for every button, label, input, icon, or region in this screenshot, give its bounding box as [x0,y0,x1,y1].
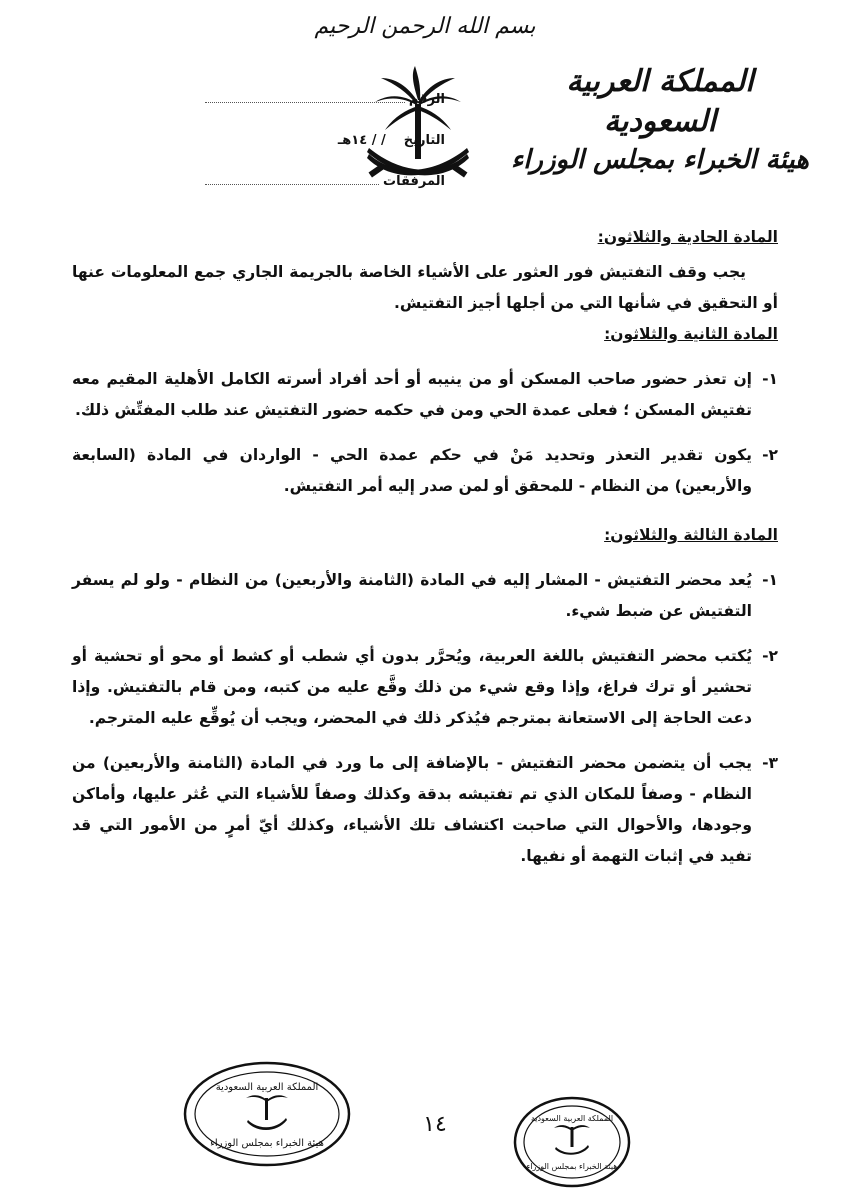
ref-number-line [205,101,405,103]
item-number: ٣- [762,754,778,772]
page-number: ١٤ [423,1112,447,1137]
attachments-line [205,183,379,185]
article-31-heading: المادة الحادية والثلاثون: [597,228,778,246]
letterhead-title [510,62,810,178]
article-33-item [72,748,778,872]
attachments-label: المرفقات [383,174,445,189]
seal-right-bottom-text: هيئة الخبراء بمجلس الوزراء [526,1162,618,1171]
item-number: ١- [762,370,778,388]
ref-number-field [205,66,445,107]
article-33-item [72,641,778,734]
item-text: يكون تقدير التعذر وتحديد مَنْ في حكم عمدة الحي - الواردان في المادة (السابعة والأربعين) من النظام - للمحقق أو لمن صدر إليه أمر التفتيش. [72,446,752,495]
kingdom-name: المملكة العربية السعودية [566,64,754,139]
article-32-item [72,440,778,502]
item-number: ٢- [762,647,778,665]
article-33-item [72,565,778,627]
date-label: التاريخ [403,133,445,148]
seal-right-top-text: المملكة العربية السعودية [530,1114,614,1123]
date-value: / / ١٤هـ [337,133,386,148]
article-32-heading: المادة الثانية والثلاثون: [604,325,778,343]
document-body [72,222,778,872]
authority-name: هيئة الخبراء بمجلس الوزراء [510,145,809,175]
item-number: ١- [762,571,778,589]
seal-left-top-text: المملكة العربية السعودية [215,1082,319,1093]
item-text: يجب أن يتضمن محضر التفتيش - بالإضافة إلى ما ورد في المادة (الثامنة والأربعين) من النظام - وصفاً للمكان الذي تم تفتيشه بدقة وكذلك وصفاً للأشياء التي عُثر عليها، وأماكن وجودها، والأحوال التي صاحبت اكتشاف تلك الأشياء، وكذلك أيّ أمرٍ من الأمور التي قد تفيد في إثبات التهمة أو نفيها. [72,754,752,865]
ref-number-label: الرقم [408,92,445,107]
attachments-field [205,148,445,189]
date-field [205,107,445,148]
item-text: يُكتب محضر التفتيش باللغة العربية، ويُحرَّر بدون أي شطب أو كشط أو محو أو تحشية أو تحشير أو ترك فراغ، وإذا وقع شيء من ذلك وقَّع عليه من كتبه، ومن قام بالتفتيش. وإذا دعت الحاجة إلى الاستعانة بمترجم فيُذكر ذلك في المحضر، ويجب أن يُوقِّع عليه المترجم. [72,647,752,727]
article-33-heading: المادة الثالثة والثلاثون: [604,526,778,544]
article-31-text: يجب وقف التفتيش فور العثور على الأشياء الخاصة بالجريمة الجاري جمع المعلومات عنها أو التحقيق في شأنها التي من أجلها أجيز التفتيش. [72,263,778,312]
item-number: ٢- [762,446,778,464]
item-text: يُعد محضر التفتيش - المشار إليه في المادة (الثامنة والأربعين) من النظام - ولو لم يسفر التفتيش عن ضبط شيء. [72,571,752,620]
seal-left-bottom-text: هيئة الخبراء بمجلس الوزراء [210,1138,324,1149]
basmala: بسم الله الرحمن الرحيم [314,14,536,39]
official-seal-left-icon [182,1060,352,1168]
official-seal-right-icon [512,1095,632,1189]
article-32-item [72,364,778,426]
item-text: إن تعذر حضور صاحب المسكن أو من ينيبه أو أحد أفراد أسرته الكامل الأهلية المقيم معه تفتيش المسكن ؛ فعلى عمدة الحي ومن في حكمه حضور التفتيش عند طلب المفتِّش ذلك. [72,370,752,419]
reference-fields [205,66,445,189]
